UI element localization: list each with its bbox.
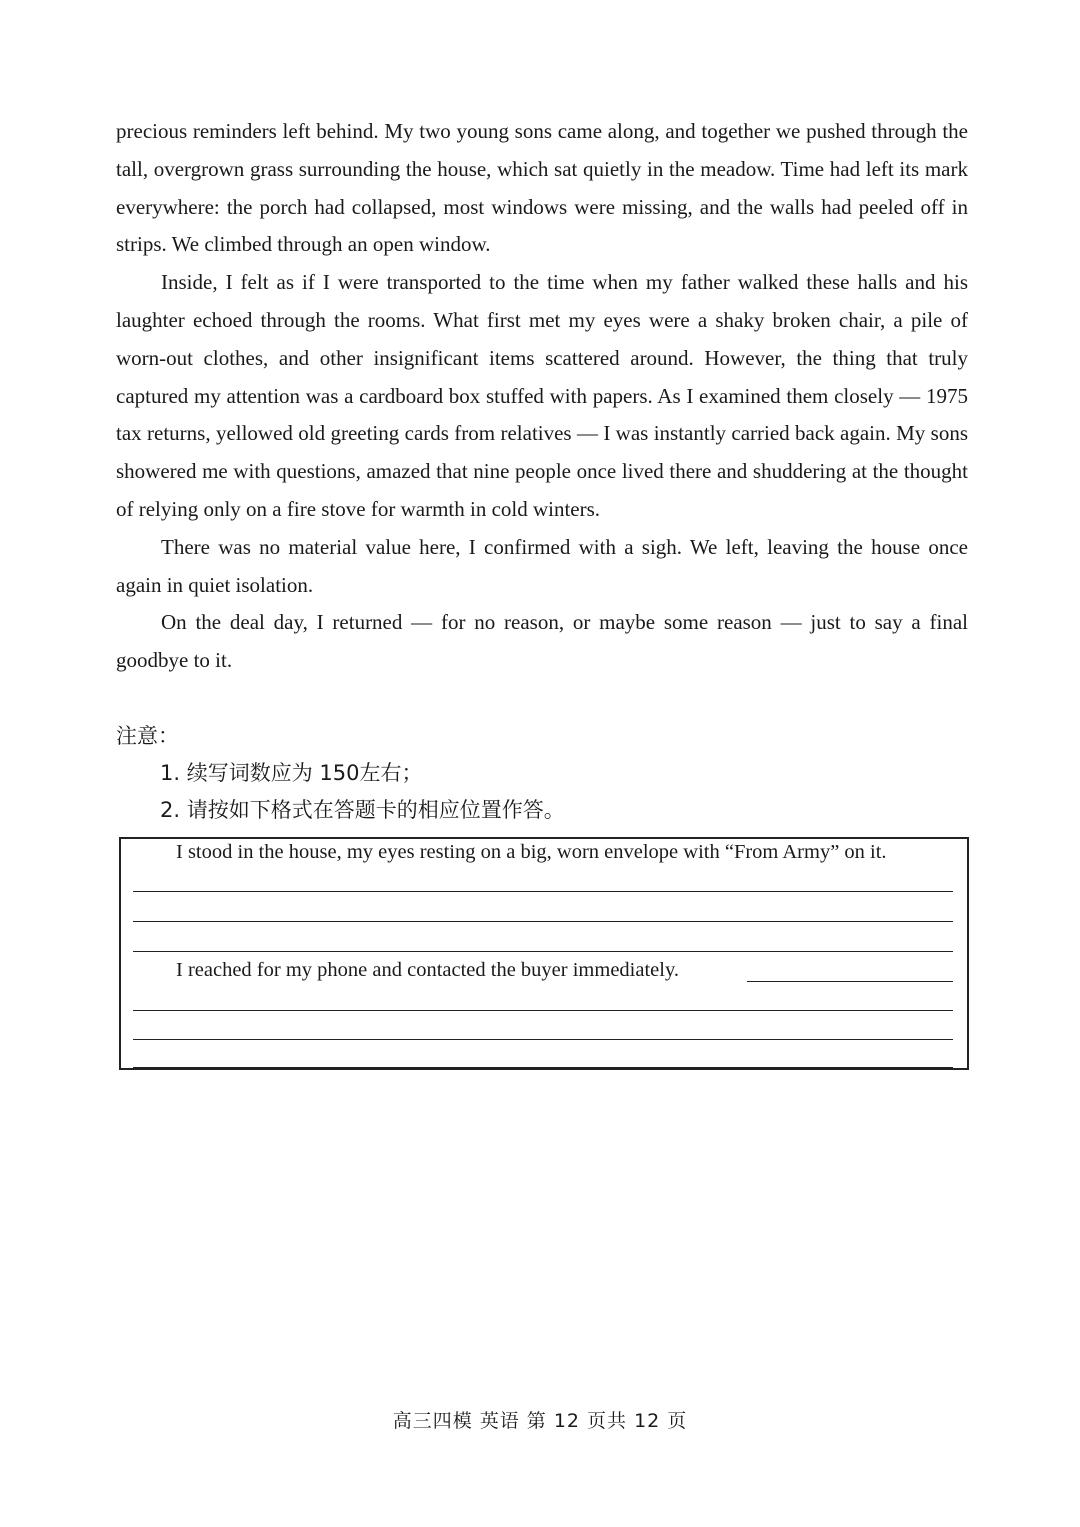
reading-passage — [116, 113, 968, 680]
writing-line[interactable] — [133, 1039, 953, 1040]
writing-line[interactable] — [133, 1010, 953, 1011]
writing-line[interactable] — [133, 921, 953, 922]
page-footer: 高三四模 英语 第 12 页共 12 页 — [392, 1410, 688, 1432]
passage-paragraph-1: precious reminders left behind. My two young sons came along, and together we pushed through the tall, overgrown grass surrounding the house, which sat quietly in the meadow. Time had left its mark everywhere: the porch had collapsed, most windows were missing, and the walls had peeled off in strips. We climbed through an open window. — [116, 119, 968, 257]
notes-section — [116, 718, 565, 829]
starter-sentence-1: I stood in the house, my eyes resting on a big, worn envelope with “From Army” on it. — [176, 841, 887, 863]
answer-box — [119, 837, 969, 1070]
starter-sentence-2: I reached for my phone and contacted the buyer immediately. — [176, 959, 679, 981]
notes-title: 注意： — [116, 724, 179, 748]
writing-line[interactable] — [133, 891, 953, 892]
passage-paragraph-4: On the deal day, I returned — for no reason, or maybe some reason — just to say a final goodbye to it. — [116, 610, 968, 673]
writing-line[interactable] — [133, 1067, 953, 1068]
notes-item-word-count: 1. 续写词数应为 150左右； — [160, 761, 423, 785]
passage-paragraph-3: There was no material value here, I confirmed with a sigh. We left, leaving the house once again in quiet isolation. — [116, 534, 968, 597]
writing-line[interactable] — [747, 981, 953, 982]
passage-paragraph-2: Inside, I felt as if I were transported to the time when my father walked these halls and his laughter echoed through the rooms. What first met my eyes were a shaky broken chair, a pile of worn-out clothes, and other insignificant items scattered around. However, the thing that truly captured my attention was a cardboard box stuffed with papers. As I examined them closely — 1975 tax returns, yellowed old greeting cards from relatives — I was instantly carried back again. My sons showered me with questions, amazed that nine people once lived there and shuddering at the thought of relying only on a fire stove for warmth in cold winters. — [116, 270, 968, 521]
writing-line[interactable] — [133, 951, 953, 952]
notes-item-format: 2. 请按如下格式在答题卡的相应位置作答。 — [160, 798, 565, 822]
